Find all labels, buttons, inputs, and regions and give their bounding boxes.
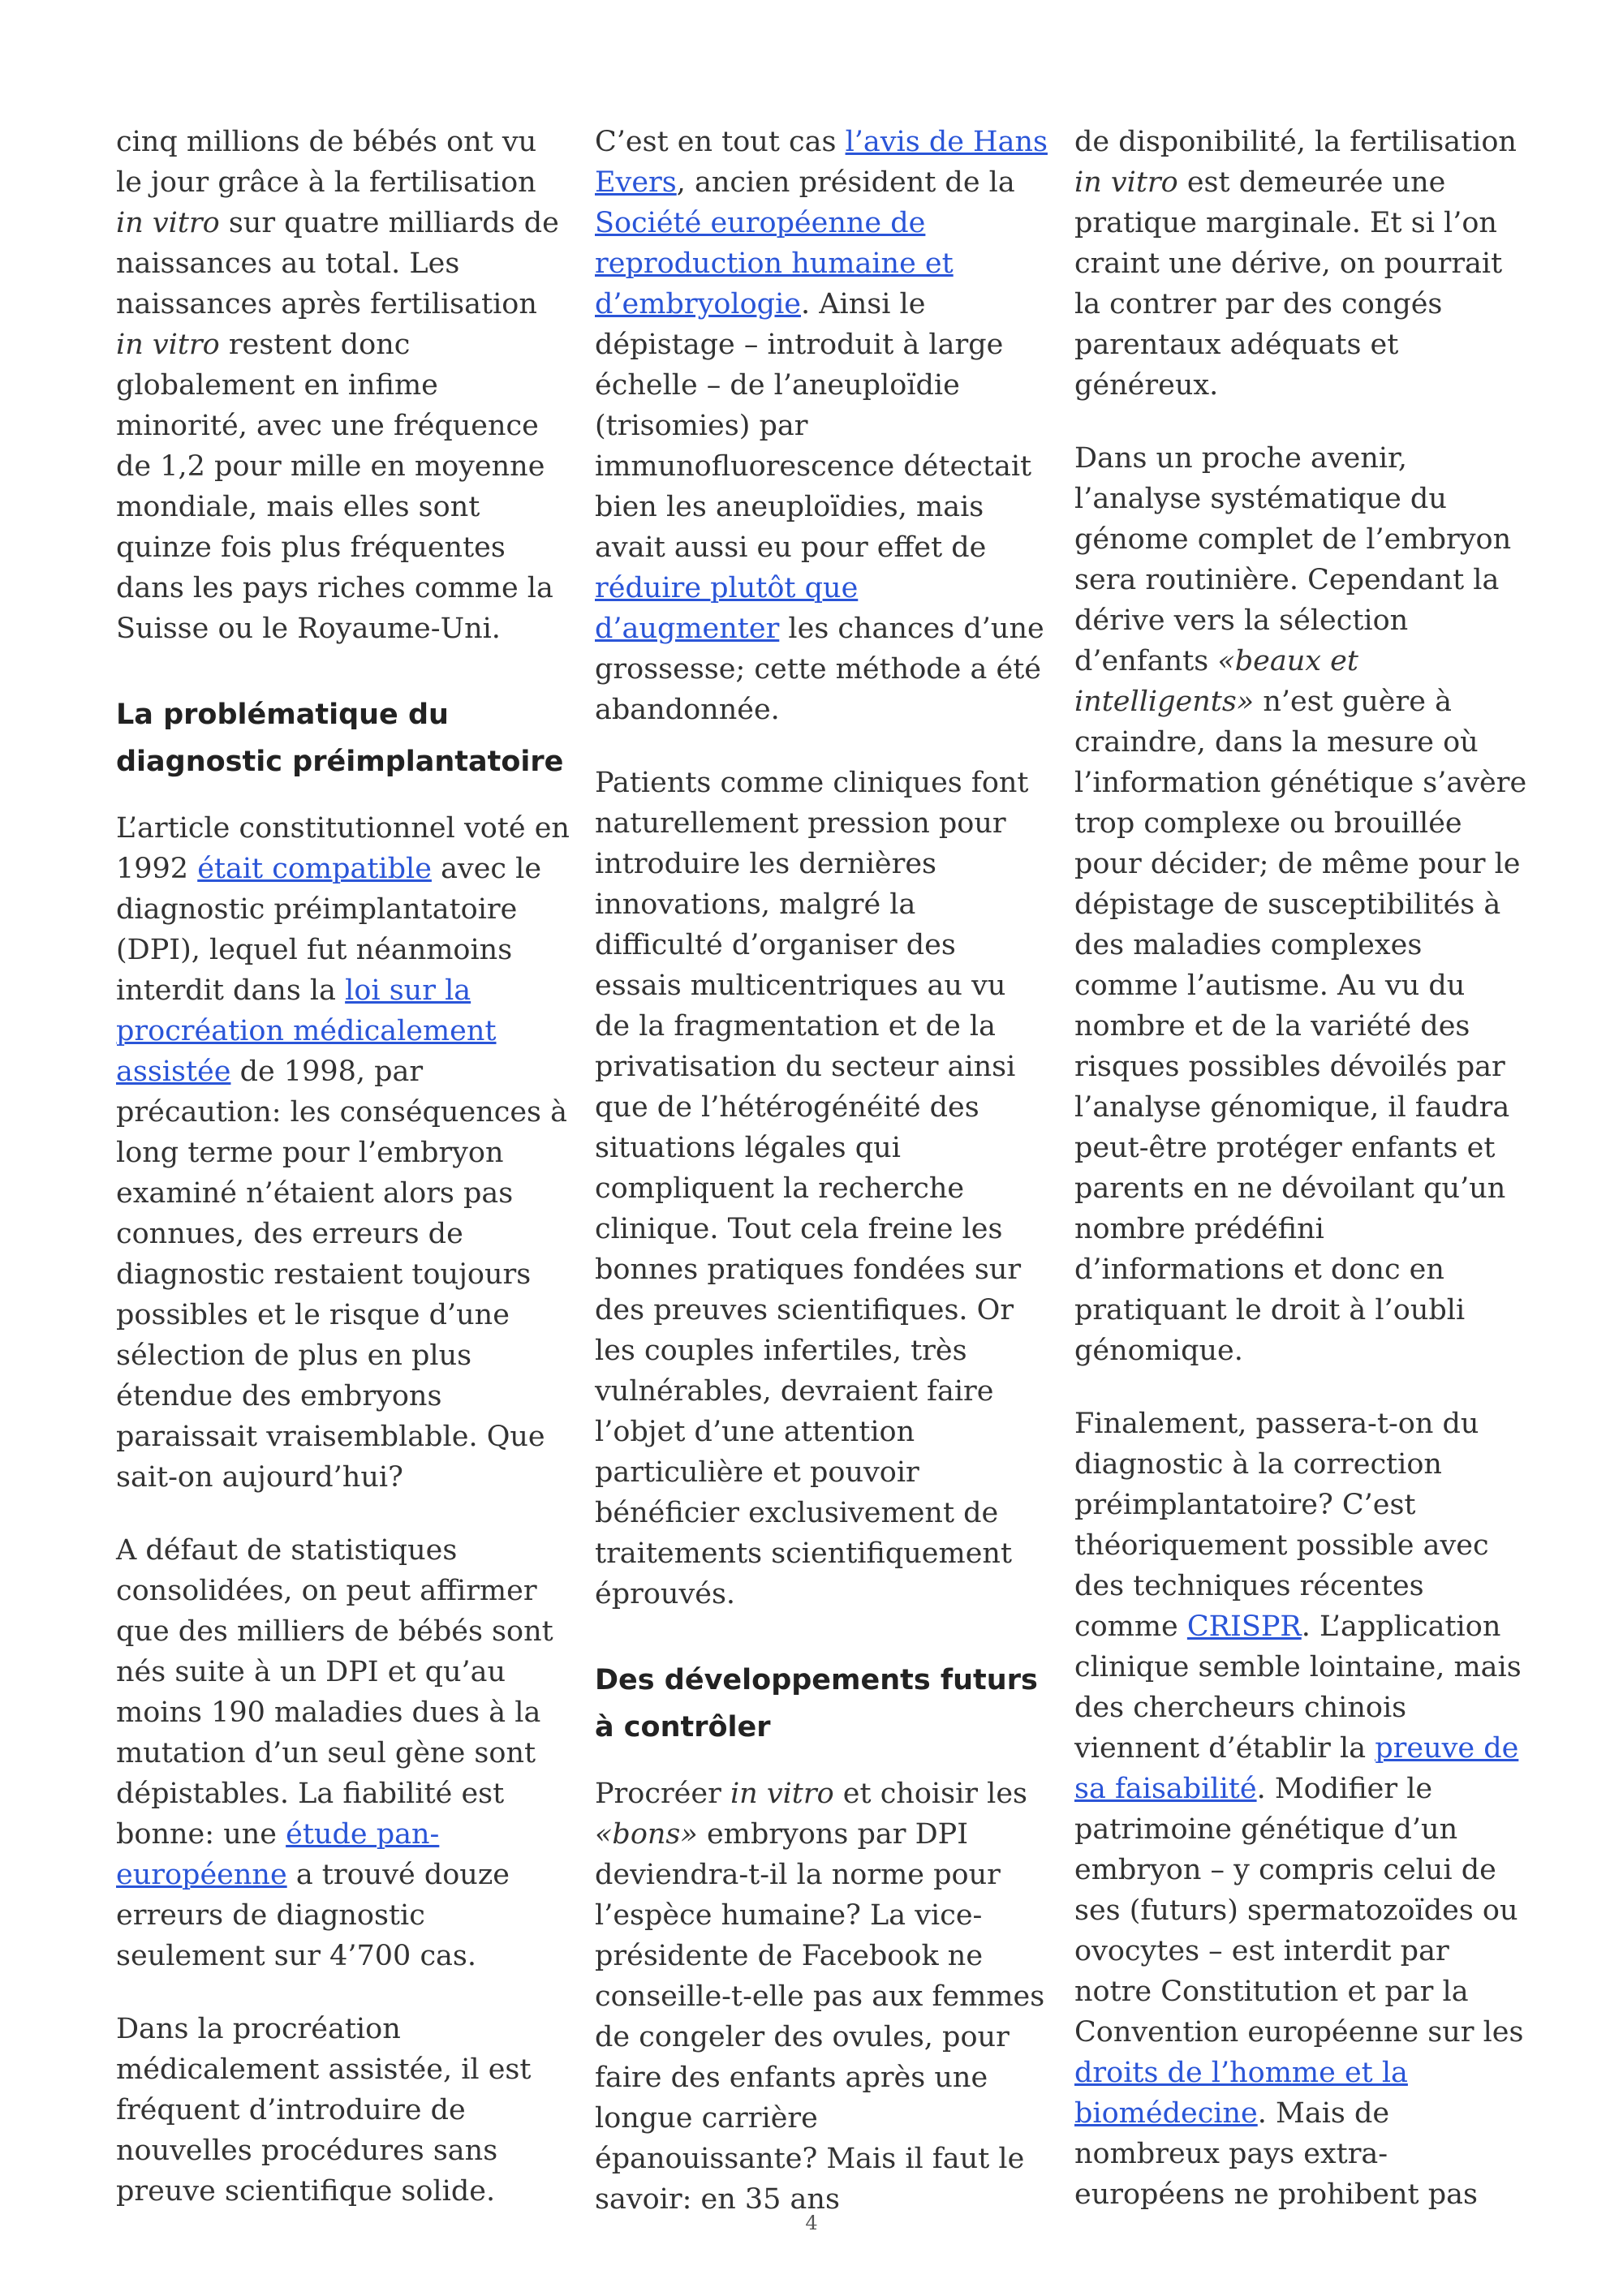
italic-term: in vitro	[116, 329, 220, 361]
paragraph: Patients comme cliniques font naturellement pression pour introduire les dernières innovations, malgré la difficulté d’organiser des essais multicentriques au vu de la fragmentation et de la privatisation du secteur ainsi que de l’hétérogénéité des situations légales qui compliquent la recherche clinique. Tout cela freine les bonnes pratiques fondées sur des preuves scientifiques. Or les couples infertiles, très vulnérables, devraient faire l’objet d’une attention particulière et pouvoir bénéficier exclusivement de traitements scientifiquement éprouvés.	[595, 767, 1029, 1610]
paragraph: L’article constitutionnel voté en 1992 était compatible avec le diagnostic préimplantatoire (DPI), lequel fut néanmoins interdit dans la loi sur la procréation médicalement assistée de 1998, par précaution: les conséquences à long terme pour l’embryon examiné n’étaient alors pas connues, des erreurs de diagnostic restaient toujours possibles et le risque d’une sélection de plus en plus étendue des embryons paraissait vraisemblable. Que sait-on aujourd’hui?	[116, 812, 570, 1494]
link-crispr[interactable]: CRISPR	[1186, 1610, 1302, 1643]
column-2	[595, 122, 1049, 2252]
link-etait-compatible[interactable]: était compatible	[197, 853, 432, 885]
paragraph: Procréer in vitro et choisir les «bons» embryons par DPI deviendra-t-il la norme pour l’espèce humaine? La vice-présidente de Facebook ne conseille-t-elle pas aux femmes de congeler des ovules, pour faire des enfants après une longue carrière épanouissante? Mais il faut le savoir: en 35 ans	[595, 1778, 1045, 2216]
italic-term: in vitro	[1074, 166, 1178, 199]
paragraph: Dans un proche avenir, l’analyse systématique du génome complet de l’embryon sera routinière. Cependant la dérive vers la sélection d’enfants «beaux et intelligents» n’est guère à craindre, dans la mesure où l’information génétique s’avère trop complexe ou brouillée pour décider; de même pour le dépistage de susceptibilités à des maladies complexes comme l’autisme. Au vu du nombre et de la variété des risques possibles dévoilés par l’analyse génomique, il faudra peut-être protéger enfants et parents en ne dévoilant qu’un nombre prédéfini d’informations et donc en pratiquant le droit à l’oubli génomique.	[1074, 442, 1527, 1367]
link-societe-europeenne[interactable]: Société européenne de reproduction humaine et d’embryologie	[595, 207, 954, 320]
paragraph: cinq millions de bébés ont vu le jour grâce à la fertilisation in vitro sur quatre milliards de naissances au total. Les naissances après fertilisation in vitro restent donc globalement en infime minorité, avec une fréquence de 1,2 pour mille en moyenne mondiale, mais elles sont quinze fois plus fréquentes dans les pays riches comme la Suisse ou le Royaume-Uni.	[116, 126, 559, 645]
link-avis-hans-evers[interactable]: l’avis de Hans Evers	[595, 126, 1048, 199]
paragraph: Finalement, passera-t-on du diagnostic à la correction préimplantatoire? C’est théoriquement possible avec des techniques récentes comme CRISPR. L’application clinique semble lointaine, mais des chercheurs chinois viennent d’établir la preuve de sa faisabilité. Modifier le patrimoine génétique d’un embryon – y compris celui de ses (futurs) spermatozoïdes ou ovocytes – est interdit par notre Constitution et par la Convention européenne sur les droits de l’homme et la biomédecine. Mais de nombreux pays extra-européens ne prohibent pas	[1074, 1408, 1524, 2211]
paragraph: Dans la procréation médicalement assistée, il est fréquent d’introduire de nouvelles procédures sans preuve scientifique solide.	[116, 2013, 532, 2208]
column-1	[116, 122, 570, 2244]
paragraph: de disponibilité, la fertilisation in vitro est demeurée une pratique marginale. Et si l’on craint une dérive, on pourrait la contrer par des congés parentaux adéquats et généreux.	[1074, 126, 1517, 402]
link-loi-procreation[interactable]: loi sur la procréation médicalement assistée	[116, 974, 497, 1088]
link-droits-homme-biomedecine[interactable]: droits de l’homme et la biomédecine	[1074, 2057, 1408, 2130]
italic-term: in vitro	[730, 1778, 834, 1810]
italic-term: in vitro	[116, 207, 220, 239]
page-number: 4	[805, 2212, 818, 2234]
italic-term: «beaux et intelligents»	[1074, 645, 1358, 718]
paragraph: C’est en tout cas l’avis de Hans Evers, ancien président de la Société européenne de reproduction humaine et d’embryologie. Ainsi le dépistage – introduit à large échelle – de l’aneuploïdie (trisomies) par immunofluorescence détectait bien les aneuploïdies, mais avait aussi eu pour effet de réduire plutôt que d’augmenter les chances d’une grossesse; cette méthode a été abandonnée.	[595, 126, 1048, 726]
section-heading: Des développements futurs à contrôler	[595, 1664, 1038, 1743]
section-heading: La problématique du diagnostic préimplantatoire	[116, 699, 564, 778]
column-3	[1074, 122, 1529, 2247]
link-preuve-faisabilite[interactable]: preuve de sa faisabilité	[1074, 1732, 1519, 1805]
link-reduire-plutot[interactable]: réduire plutôt que d’augmenter	[595, 572, 859, 645]
paragraph: A défaut de statistiques consolidées, on peut affirmer que des milliers de bébés sont nés suite à un DPI et qu’au moins 190 maladies dues à la mutation d’un seul gène sont dépistables. La fiabilité est bonne: une étude pan-européenne a trouvé douze erreurs de diagnostic seulement sur 4’700 cas.	[116, 1534, 553, 1972]
italic-term: «bons»	[595, 1818, 698, 1851]
link-etude-pan-europeenne[interactable]: étude pan-européenne	[116, 1818, 440, 1891]
